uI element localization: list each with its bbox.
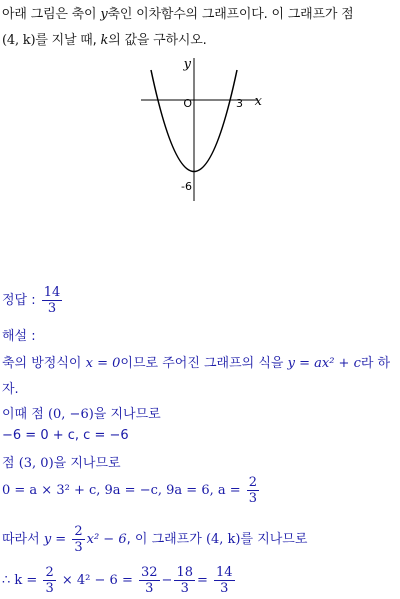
fraction-denominator: 3 [45, 581, 54, 596]
fraction-numerator: 2 [45, 565, 54, 580]
problem-text: 를 지날 때, [35, 33, 97, 48]
problem-line-1 [2, 2, 398, 28]
explanation-line-4 [2, 452, 400, 471]
fraction-denominator: 3 [74, 540, 83, 555]
explanation-text: 점 [2, 456, 15, 471]
explanation-label: 해설 : [2, 329, 36, 344]
fraction-coefficient [72, 524, 84, 555]
x-axis-label: x [254, 94, 262, 109]
explanation-text: 이때 점 [2, 407, 44, 422]
x-tick-3: 3 [236, 97, 243, 110]
explanation-text: 을 지나므로 [53, 456, 121, 471]
problem-var-y: y [100, 7, 108, 22]
problem-text: 축인 이차함수의 그래프이다. 이 그래프가 점 [107, 7, 354, 22]
explanation-math: − [161, 573, 173, 588]
explanation-line-1 [2, 352, 400, 371]
problem-point: (4, k) [2, 33, 36, 48]
explanation-line-2 [2, 403, 400, 422]
fraction-denominator: 3 [145, 581, 154, 596]
fraction-numerator: 32 [140, 565, 158, 580]
explanation-line-7 [2, 565, 400, 596]
explanation-text: 를 지나므로 [240, 532, 308, 547]
fraction-numerator: 2 [74, 524, 83, 539]
y-axis-label: y [183, 57, 191, 72]
explanation-point: (0, −6) [47, 407, 94, 422]
answer-fraction [42, 285, 63, 316]
explanation-line-1b: 자. [2, 382, 19, 397]
fraction-numerator: 18 [176, 565, 193, 580]
explanation-text: 이므로 주어진 그래프의 식을 [120, 356, 284, 371]
explanation-math: x² − 6 [86, 532, 127, 547]
parabola-graph [138, 55, 268, 205]
problem-var-k: k [100, 33, 109, 48]
origin-label: O [183, 97, 192, 110]
fraction-2 [139, 565, 160, 596]
fraction-4 [214, 565, 235, 596]
explanation-math: = [196, 573, 208, 588]
fraction-3 [174, 565, 195, 596]
answer-numerator: 14 [43, 285, 61, 300]
explanation-text: 을 지나므로 [93, 407, 161, 422]
explanation-math: × 4² − 6 = [61, 573, 133, 588]
explanation-math: y = [43, 532, 67, 547]
explanation-text: 따라서 [2, 532, 40, 547]
explanation-text: 축의 방정식이 [2, 356, 82, 371]
explanation-line-5 [2, 475, 400, 506]
fraction-numerator: 14 [216, 565, 233, 580]
problem-statement [2, 2, 398, 54]
fraction-1 [43, 565, 55, 596]
explanation-math: ∴ k = [2, 573, 38, 588]
problem-text: 의 값을 구하시오. [108, 33, 207, 48]
explanation-point: (3, 0) [18, 456, 54, 471]
fraction-denominator: 3 [248, 491, 258, 506]
answer-line [2, 285, 400, 316]
explanation-point: (4, k) [205, 532, 241, 547]
explanation-line-6 [2, 524, 400, 555]
answer-label: 정답 : [2, 293, 36, 308]
explanation-math: 0 = a × 3² + c, 9a = −c, 9a = 6, a = [2, 483, 241, 498]
explanation-text: , 이 그래프가 [126, 532, 202, 547]
explanation-text: 라 하 [360, 356, 391, 371]
fraction-a [247, 475, 259, 506]
problem-text: 아래 그림은 축이 [2, 7, 97, 22]
fraction-denominator: 3 [180, 581, 189, 596]
y-tick-neg6: -6 [181, 180, 192, 193]
answer-denominator: 3 [47, 301, 57, 316]
explanation-math: y = ax² + c [287, 356, 361, 371]
explanation-line-3: −6 = 0 + c, c = −6 [2, 428, 129, 443]
fraction-numerator: 2 [248, 475, 258, 490]
fraction-denominator: 3 [220, 581, 229, 596]
problem-line-2 [2, 28, 398, 54]
explanation-math: x = 0 [85, 356, 121, 371]
